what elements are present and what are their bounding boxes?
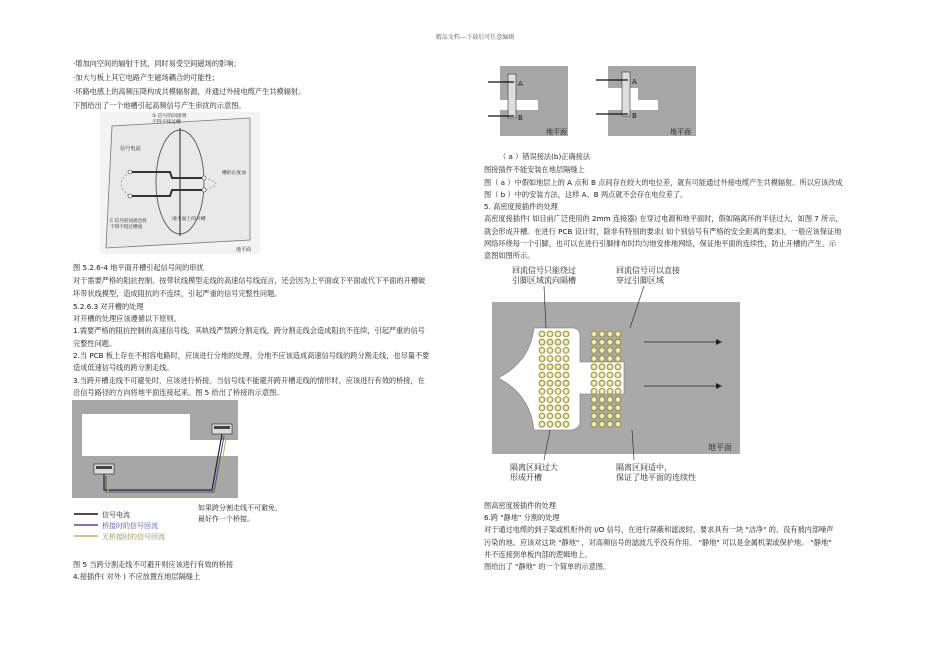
connector-pin-hole	[601, 423, 603, 425]
callout-top-right-1: 回流信号可以直接	[616, 266, 680, 275]
connector-pin-hole	[557, 423, 559, 425]
bridge-split-figure	[72, 400, 282, 552]
callout-bottom-left-2: 形成开槽	[510, 473, 542, 482]
label-a-right: A	[632, 78, 637, 86]
connector-pin-hole	[609, 423, 611, 425]
section-heading: 6.跨 "静地" 分割的处理	[484, 513, 560, 522]
connector-pin-hole	[565, 357, 567, 359]
connector-pin-hole	[609, 366, 611, 368]
connector-pin-hole	[565, 341, 567, 343]
connector-pin-hole	[549, 398, 551, 400]
connector-pin-hole	[541, 390, 543, 392]
label-b-right: B	[632, 112, 637, 120]
connector-pin-hole	[549, 333, 551, 335]
connector-pin-hole	[557, 390, 559, 392]
legend-bridge-return: 桥接时的信号回流	[102, 522, 158, 530]
connector-pin-hole	[617, 357, 619, 359]
paragraph-line: 污染的地。应该对这块 "静地" ，对高频信号的滤波几乎没有作用。 "静地" 可以是金属机架或保护地。 "静地"	[484, 538, 832, 547]
connector-pin-hole	[557, 357, 559, 359]
figure-caption: 图 5 当跨分割走线不可避开则应该进行有效的桥接	[73, 560, 234, 569]
connector-pin-hole	[549, 357, 551, 359]
figure-caption: （ a ）错误接法(b)正确接法	[499, 152, 591, 161]
connector-pin-hole	[593, 398, 595, 400]
connector-pin-hole	[601, 407, 603, 409]
callout-bottom-right-2: 保证了地平面的连续性	[616, 473, 696, 482]
connector-pin-hole	[565, 382, 567, 384]
connector-pin-hole	[601, 398, 603, 400]
connector-pin-hole	[557, 374, 559, 376]
connector-pin-hole	[617, 382, 619, 384]
connector-pin-hole	[541, 423, 543, 425]
connector-pin-hole	[601, 366, 603, 368]
paragraph-line: 沿信号路径的方向将地平面连接起来。图 5 给出了桥接的示意图。	[73, 388, 284, 397]
connector-pin-hole	[541, 415, 543, 417]
connector-pin-hole	[609, 349, 611, 351]
callout-bottom-right-1: 隔离区间适中，	[616, 463, 672, 472]
fig1-bottom-note-1: C 信号的回流也将	[110, 219, 147, 224]
connector-pin-hole	[593, 423, 595, 425]
callout-top-left-1: 回流信号只能绕过	[512, 266, 576, 275]
paragraph-line: 图给出了 "静地" 的一个简单的示意图。	[484, 562, 611, 571]
connector-pin-hole	[541, 349, 543, 351]
legend-signal-current: 信号电流	[102, 511, 130, 519]
connector-pin-hole	[617, 390, 619, 392]
callout-top-left-2: 引脚区域流向隔槽	[512, 276, 576, 285]
connector-pin-hole	[557, 382, 559, 384]
figure-caption: 图 5.2.6-4 地平面开槽引起信号间的串扰	[73, 263, 204, 272]
connector-pin-hole	[541, 366, 543, 368]
connector-pin-hole	[541, 374, 543, 376]
paragraph-line: 造成低速信号线的跨分割走线。	[73, 363, 174, 372]
connector-pin-hole	[609, 341, 611, 343]
connector-pin-hole	[593, 415, 595, 417]
paragraph-line: 2.当 PCB 板上存在不相容电路时，应该进行分地的处理。分地不应该造成高速信号线的跨分割走线，也尽量不要	[73, 351, 430, 360]
connector-pin-hole	[593, 333, 595, 335]
connector-pin-hole	[549, 341, 551, 343]
paragraph-line: 高密度接插件( 如目前广泛使用的 2mm 连接器) 在穿过电源和地平面时，假如隔离环的半径过大，如图 7 所示，	[484, 214, 843, 223]
connector-pin-hole	[557, 341, 559, 343]
paragraph-line: 网络环绕每一个引脚，也可以在进行引脚排布时均匀地安排地网络，保证地平面的连续性，防止开槽的产生。示	[484, 239, 837, 248]
connector-pin-hole	[617, 398, 619, 400]
connector-pin-hole	[609, 357, 611, 359]
fig1-signal-current: 信号电流	[120, 146, 141, 152]
paragraph-line: 图（ b ）中的安装方法，这样 A、B 两点就不会存在电位差了。	[484, 190, 688, 199]
fig1-bottom-note-2: 不得不绕过槽流	[110, 225, 143, 230]
connector-pin-hole	[549, 407, 551, 409]
connector-pin-hole	[617, 341, 619, 343]
paragraph-line: 对开槽的处理应该遵循以下原则。	[73, 314, 181, 323]
connector-pin-hole	[565, 374, 567, 376]
paragraph-line: 图（ a ）中假如地层上的 A 点和 B 点间存在较大的电位差，就有可能通过外接电缆产生共模辐射。所以应该改成	[484, 178, 843, 187]
paragraph-line: 就会形成开槽。在进行 PCB 设计时，除非有特别的要求( 如个别信号有严格的安全距离的要求)，一般应该保证地	[484, 227, 842, 236]
connector-pin-hole	[617, 415, 619, 417]
connector-pin-hole	[541, 398, 543, 400]
paragraph-line: ·加大与板上其它电路产生磁场耦合的可能性；	[73, 73, 220, 82]
callout-bottom-left-1: 隔离区间过大	[510, 463, 558, 472]
fig1-top-note-2: 不得不绕过槽	[152, 120, 181, 125]
ground-slot-crosstalk-figure	[100, 112, 260, 254]
connector-pin-hole	[601, 415, 603, 417]
fig1-slot-length: 槽的长度加	[222, 171, 246, 176]
ground-label-a: 地平面	[546, 128, 567, 136]
connector-pin-hole	[593, 341, 595, 343]
connector-pin-hole	[557, 415, 559, 417]
connector-pin-hole	[565, 349, 567, 351]
high-density-connector-figure	[484, 262, 746, 490]
paragraph-line: 并不连接到单板内部的逻辑地上。	[484, 550, 592, 559]
connector-pin-hole	[565, 423, 567, 425]
callout-top-right-2: 穿过引脚区域	[616, 276, 664, 285]
connector-pin-hole	[593, 382, 595, 384]
connector-pin-hole	[609, 390, 611, 392]
connector-pin-hole	[593, 390, 595, 392]
connector-pin-hole	[557, 349, 559, 351]
paragraph-line: 意图如图所示。	[484, 251, 535, 260]
connector-pin-hole	[609, 374, 611, 376]
connector-pin-hole	[565, 390, 567, 392]
connector-pin-hole	[617, 423, 619, 425]
connector-pin-hole	[549, 423, 551, 425]
paragraph-line: ·环路电感上的高频压降构成共模辐射源，并通过外接电缆产生共模辐射。	[73, 87, 306, 96]
paragraph-line: 4.接插件( 对外 ) 不应放置在地层隔缝上	[73, 572, 201, 581]
section-heading: 5.2.6.3 对开槽的处理	[73, 302, 144, 311]
connector-pin-hole	[565, 366, 567, 368]
page-header: 精品文档---下载后可任意编辑	[435, 34, 515, 41]
paragraph-line: 3.当跨开槽走线不可避免时，应该进行桥接。当信号线不能避开跨开槽走线的情形时，应该进行有效的桥接，在	[73, 376, 425, 385]
connector-pin-hole	[593, 374, 595, 376]
connector-pin-hole	[541, 382, 543, 384]
connector-pin-hole	[549, 374, 551, 376]
connector-pin-hole	[549, 349, 551, 351]
connector-pin-hole	[557, 407, 559, 409]
connector-pin-hole	[565, 333, 567, 335]
connector-pin-hole	[593, 407, 595, 409]
connector-pin-hole	[549, 366, 551, 368]
figure-caption: 图接插件不能安装在地层隔缝上	[484, 165, 585, 174]
connector-pin-hole	[601, 341, 603, 343]
connector-pin-hole	[601, 333, 603, 335]
connector-pin-hole	[609, 398, 611, 400]
fig1-top-note-1: ① 信号的回流将	[152, 114, 187, 119]
connector-pin-hole	[549, 382, 551, 384]
bridge-note-2: 最好作一个桥接。	[198, 515, 254, 523]
connector-pin-hole	[609, 333, 611, 335]
connector-pin-hole	[557, 333, 559, 335]
figure-caption: 图高密度接插件的处理	[484, 501, 556, 510]
connector-pin-hole	[617, 366, 619, 368]
fig1-slot-on-plane: 地平面上的开槽	[172, 217, 206, 222]
label-a-left: A	[518, 80, 523, 88]
connector-pin-hole	[549, 390, 551, 392]
paragraph-line: 坏带状线模型，造成阻抗的不连续，引起严重的信号完整性问题。	[73, 289, 282, 298]
paragraph-line: 完整性问题。	[73, 339, 117, 348]
connector-pin-hole	[617, 407, 619, 409]
connector-pin-hole	[541, 333, 543, 335]
connector-pin-hole	[541, 407, 543, 409]
connector-pin-hole	[601, 374, 603, 376]
connector-pin-hole	[541, 357, 543, 359]
connector-pin-hole	[601, 390, 603, 392]
connector-pin-hole	[601, 357, 603, 359]
connector-pin-hole	[617, 374, 619, 376]
connector-pin-hole	[541, 341, 543, 343]
section-heading: 5. 高密度接插件的处理	[484, 202, 558, 211]
connector-pin-hole	[557, 366, 559, 368]
connector-pin-hole	[609, 407, 611, 409]
fig7-ground-label: 地平面	[708, 443, 732, 452]
ground-label-b: 地平面	[670, 128, 691, 136]
connector-pin-hole	[617, 333, 619, 335]
connector-pin-hole	[601, 349, 603, 351]
connector-pin-hole	[593, 357, 595, 359]
connector-pin-hole	[617, 349, 619, 351]
connector-pin-hole	[609, 382, 611, 384]
legend-nobridge-return: 无桥接时的信号回流	[102, 533, 165, 541]
bridge-note-1: 如果跨分割走线不可避免，	[198, 504, 282, 512]
paragraph-line: ·增加向空间的辐射干扰，同时易受空间磁场的影响；	[73, 59, 241, 68]
connector-pin-hole	[593, 349, 595, 351]
connector-pin-hole	[565, 398, 567, 400]
connector-pin-hole	[565, 407, 567, 409]
connector-pin-hole	[557, 398, 559, 400]
label-b-left: B	[518, 114, 523, 122]
connector-pin-hole	[565, 415, 567, 417]
paragraph-line: 对于需要严格的阻抗控制、按带状线模型走线的高速信号线而言，还会因为上平面或下平面或代下平面的开槽破	[73, 276, 426, 285]
connector-slot-figure	[484, 62, 704, 140]
connector-pin-hole	[593, 366, 595, 368]
connector-pin-hole	[601, 382, 603, 384]
paragraph-line: 对于通过电缆的到子架或机柜外的 I/O 信号，在进行屏蔽和滤波时，要求具有一块 "洁净" 的、没有被内部噪声	[484, 525, 834, 534]
connector-pin-hole	[609, 415, 611, 417]
paragraph-line: 下图给出了一个地槽引起高频信号产生串扰的示意图。	[73, 101, 246, 110]
connector-pin-hole	[549, 415, 551, 417]
paragraph-line: 1.需要严格的阻抗控制的高速信号线，其轨线严禁跨分割走线，跨分割走线会造成阻抗不连续，引起严重的信号	[73, 326, 425, 335]
fig1-ground-label: 地平面	[236, 247, 252, 253]
